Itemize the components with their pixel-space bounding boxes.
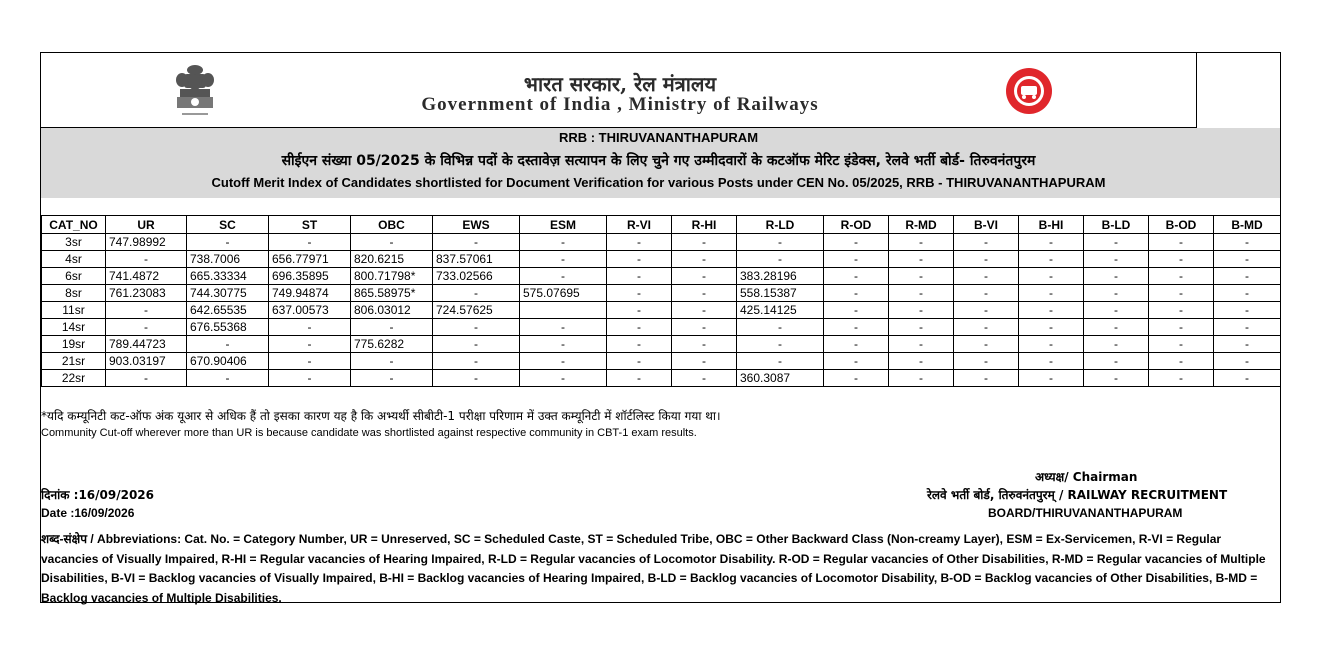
cutoff-cell: - [824,302,889,319]
cutoff-cell: - [824,268,889,285]
date-hindi: दिनांक :16/09/2026 [41,488,155,502]
cutoff-cell: - [737,319,824,336]
column-header: OBC [351,216,433,234]
cutoff-cell: - [954,268,1019,285]
cutoff-cell: - [433,353,520,370]
table-row [42,251,1281,268]
cutoff-cell: - [106,370,187,387]
cutoff-cell: - [672,285,737,302]
cutoff-cell: - [1019,353,1084,370]
cutoff-cell: 724.57625 [433,302,520,319]
cutoff-cell: - [1084,285,1149,302]
table-header-row [42,216,1281,234]
cutoff-cell: - [1019,251,1084,268]
column-header: B-MD [1214,216,1281,234]
cutoff-cell: - [1149,319,1214,336]
cutoff-cell: - [1214,251,1281,268]
cutoff-cell: 761.23083 [106,285,187,302]
category-cell: 6sr [42,268,106,285]
column-header: CAT_NO [42,216,106,234]
cutoff-cell: 670.90406 [187,353,269,370]
subtitle-hindi: सीईएन संख्या 05/2025 के विभिन्न पदों के दस्तावेज़ सत्यापन के लिए चुने गए उम्मीदवारों के कटऑफ मेरिट इंडेक्स, रेलवे भर्ती बोर्ड- तिरुवनंतपुरम [281,153,1036,169]
cutoff-cell: - [1084,370,1149,387]
cutoff-cell: - [1019,336,1084,353]
cutoff-cell: - [889,336,954,353]
cutoff-table [41,215,1281,387]
cutoff-cell: - [889,319,954,336]
cutoff-cell: - [607,251,672,268]
cutoff-cell: - [269,353,351,370]
cutoff-cell: - [1149,353,1214,370]
cutoff-cell: 789.44723 [106,336,187,353]
cutoff-cell: 665.33334 [187,268,269,285]
column-header: R-MD [889,216,954,234]
category-cell: 22sr [42,370,106,387]
cutoff-cell: - [1149,251,1214,268]
cutoff-cell: - [824,353,889,370]
cutoff-cell: - [433,336,520,353]
cutoff-cell: - [351,319,433,336]
column-header: R-OD [824,216,889,234]
cutoff-cell: - [889,268,954,285]
column-header: B-LD [1084,216,1149,234]
cutoff-cell: 806.03012 [351,302,433,319]
cutoff-cell: - [607,336,672,353]
cutoff-cell: - [737,234,824,251]
cutoff-cell: - [824,319,889,336]
column-header: EWS [433,216,520,234]
cutoff-cell: - [520,336,607,353]
cutoff-cell: 637.00573 [269,302,351,319]
cutoff-cell: - [1214,268,1281,285]
cutoff-cell: - [187,370,269,387]
category-cell: 11sr [42,302,106,319]
cutoff-cell: - [1084,336,1149,353]
table-row [42,234,1281,251]
cutoff-cell: - [737,353,824,370]
cutoff-cell [520,302,607,319]
cutoff-cell: - [433,370,520,387]
cutoff-cell: 820.6215 [351,251,433,268]
cutoff-cell: - [1084,251,1149,268]
cutoff-cell: - [520,370,607,387]
cutoff-cell: - [954,285,1019,302]
cutoff-cell: - [824,251,889,268]
cutoff-cell: - [520,353,607,370]
cutoff-cell: - [187,336,269,353]
cutoff-cell: - [889,302,954,319]
cutoff-cell: - [1019,319,1084,336]
cutoff-cell: - [672,268,737,285]
column-header: B-HI [1019,216,1084,234]
cutoff-cell: 558.15387 [737,285,824,302]
cutoff-cell: - [1149,336,1214,353]
category-cell: 4sr [42,251,106,268]
cutoff-cell: - [889,234,954,251]
cutoff-cell: 575.07695 [520,285,607,302]
cutoff-cell: - [269,319,351,336]
cutoff-cell: - [1214,234,1281,251]
cutoff-cell: - [954,319,1019,336]
cutoff-cell: - [433,319,520,336]
cutoff-cell: - [269,336,351,353]
cutoff-cell: - [351,353,433,370]
cutoff-cell: - [1019,285,1084,302]
cutoff-cell: - [954,370,1019,387]
cutoff-cell: - [672,251,737,268]
table-row [42,336,1281,353]
column-header: R-VI [607,216,672,234]
cutoff-cell: - [672,302,737,319]
cutoff-cell: - [607,268,672,285]
subtitle-english: Cutoff Merit Index of Candidates shortlisted for Document Verification for various Posts under CEN No. 05/2025, RRB - THIRUVANANTHAPURAM [211,175,1106,190]
cutoff-cell: - [269,370,351,387]
cutoff-cell: - [106,302,187,319]
cutoff-cell: - [1084,319,1149,336]
cutoff-cell: - [1214,302,1281,319]
cutoff-cell: - [889,370,954,387]
category-cell: 3sr [42,234,106,251]
cutoff-cell: - [1019,234,1084,251]
table-row [42,285,1281,302]
cutoff-cell: 775.6282 [351,336,433,353]
cutoff-cell: - [269,234,351,251]
cutoff-cell: - [824,234,889,251]
category-cell: 21sr [42,353,106,370]
cutoff-cell: - [1084,234,1149,251]
cutoff-cell: 747.98992 [106,234,187,251]
cutoff-cell: 800.71798* [351,268,433,285]
cutoff-cell: - [351,234,433,251]
cutoff-cell: - [824,370,889,387]
column-header: B-OD [1149,216,1214,234]
cutoff-cell: - [433,234,520,251]
column-header: ST [269,216,351,234]
cutoff-cell: - [1084,302,1149,319]
cutoff-cell: 383.28196 [737,268,824,285]
abbreviations: शब्द-संक्षेप / Abbreviations: Cat. No. = Category Number, UR = Unreserved, SC = Scheduled Caste, ST = Scheduled Tribe, OBC = Other Backward Class (Non-creamy Layer), ESM = Ex-Servicemen, R-VI = Regular vacancies of Visually Impaired, R-HI = Regular vacancies of Hearing Impaired, R-LD = Regular vacancies of Locomotor Disability. R-OD = Regular vacancies of Other Disabilities, R-MD = Regular vacancies of Multiple Disabilities, B-VI = Backlog vacancies of Visually Impaired, B-HI = Backlog vacancies of Hearing Impaired, B-LD = Backlog vacancies of Locomotor Disability, B-OD = Backlog vacancies of Other Disabilities, B-MD = Backlog vacancies of Multiple Disabilities. [41,532,1266,605]
cutoff-cell: - [954,353,1019,370]
cutoff-cell: - [520,268,607,285]
column-header: SC [187,216,269,234]
cutoff-cell: - [1019,370,1084,387]
cutoff-cell: - [737,336,824,353]
category-cell: 8sr [42,285,106,302]
cutoff-cell: - [1084,268,1149,285]
cutoff-cell: - [520,319,607,336]
cutoff-cell: 696.35895 [269,268,351,285]
column-header: B-VI [954,216,1019,234]
cutoff-cell: - [607,370,672,387]
cutoff-cell: 733.02566 [433,268,520,285]
category-cell: 14sr [42,319,106,336]
cutoff-cell: 676.55368 [187,319,269,336]
cutoff-cell: - [672,234,737,251]
cutoff-cell: - [607,234,672,251]
cutoff-cell: - [672,319,737,336]
cutoff-cell: 865.58975* [351,285,433,302]
cutoff-cell: 903.03197 [106,353,187,370]
table-row [42,353,1281,370]
cutoff-cell: - [106,251,187,268]
cutoff-cell: - [824,336,889,353]
column-header: R-HI [672,216,737,234]
cutoff-cell: - [737,251,824,268]
header-title-hindi: भारत सरकार, रेल मंत्रालय [523,72,717,96]
header-title-english: Government of India , Ministry of Railways [421,94,819,115]
table-row [42,268,1281,285]
cutoff-cell: - [954,251,1019,268]
cutoff-cell: 749.94874 [269,285,351,302]
cutoff-cell: - [1214,319,1281,336]
cutoff-cell: - [889,353,954,370]
signatory-board-line1: रेलवे भर्ती बोर्ड, तिरुवनंतपुरम् / RAILWAY RECRUITMENT [927,488,1228,502]
cutoff-cell: - [889,251,954,268]
cutoff-cell: - [672,336,737,353]
note-english: Community Cut-off wherever more than UR is because candidate was shortlisted against respective community in CBT-1 exam results. [41,427,697,439]
cutoff-cell: 425.14125 [737,302,824,319]
cutoff-cell: - [954,336,1019,353]
cutoff-cell: - [672,370,737,387]
cutoff-cell: - [607,319,672,336]
note-hindi: *यदि कम्यूनिटी कट-ऑफ अंक यूआर से अधिक हैं तो इसका कारण यह है कि अभ्यर्थी सीबीटी-1 परीक्षा परिणाम में उक्त कम्यूनिटी में शॉर्टलिस्ट किया गया था। [41,409,721,423]
cutoff-cell: - [672,353,737,370]
cutoff-cell: - [433,285,520,302]
cutoff-cell: - [1149,370,1214,387]
cutoff-cell: 837.57061 [433,251,520,268]
cutoff-cell: - [1019,268,1084,285]
cutoff-cell: - [824,285,889,302]
cutoff-cell: - [1214,336,1281,353]
cutoff-cell: 360.3087 [737,370,824,387]
signatory-board-line2: BOARD/THIRUVANANTHAPURAM [988,506,1183,520]
cutoff-cell: 741.4872 [106,268,187,285]
cutoff-cell: 642.65535 [187,302,269,319]
cutoff-cell: - [607,285,672,302]
cutoff-cell: 738.7006 [187,251,269,268]
table-row [42,302,1281,319]
cutoff-cell: - [351,370,433,387]
table-row [42,319,1281,336]
cutoff-cell: - [520,234,607,251]
cutoff-cell: - [607,353,672,370]
cutoff-cell: 656.77971 [269,251,351,268]
cutoff-cell: - [1149,285,1214,302]
cutoff-cell: 744.30775 [187,285,269,302]
cutoff-cell: - [1149,302,1214,319]
cutoff-cell: - [187,234,269,251]
column-header: R-LD [737,216,824,234]
cutoff-cell: - [1149,268,1214,285]
cutoff-cell: - [1019,302,1084,319]
cutoff-cell: - [1084,353,1149,370]
cutoff-cell: - [1214,353,1281,370]
cutoff-cell: - [1214,285,1281,302]
cutoff-cell: - [954,234,1019,251]
cutoff-cell: - [1149,234,1214,251]
cutoff-cell: - [954,302,1019,319]
cutoff-cell: - [607,302,672,319]
category-cell: 19sr [42,336,106,353]
date-english: Date :16/09/2026 [41,506,135,520]
column-header: UR [106,216,187,234]
rrb-line: RRB : THIRUVANANTHAPURAM [558,130,759,145]
signatory-title: अध्यक्ष/ Chairman [1035,470,1138,484]
cutoff-cell: - [1214,370,1281,387]
cutoff-cell: - [106,319,187,336]
column-header: ESM [520,216,607,234]
cutoff-cell: - [520,251,607,268]
table-row [42,370,1281,387]
cutoff-cell: - [889,285,954,302]
